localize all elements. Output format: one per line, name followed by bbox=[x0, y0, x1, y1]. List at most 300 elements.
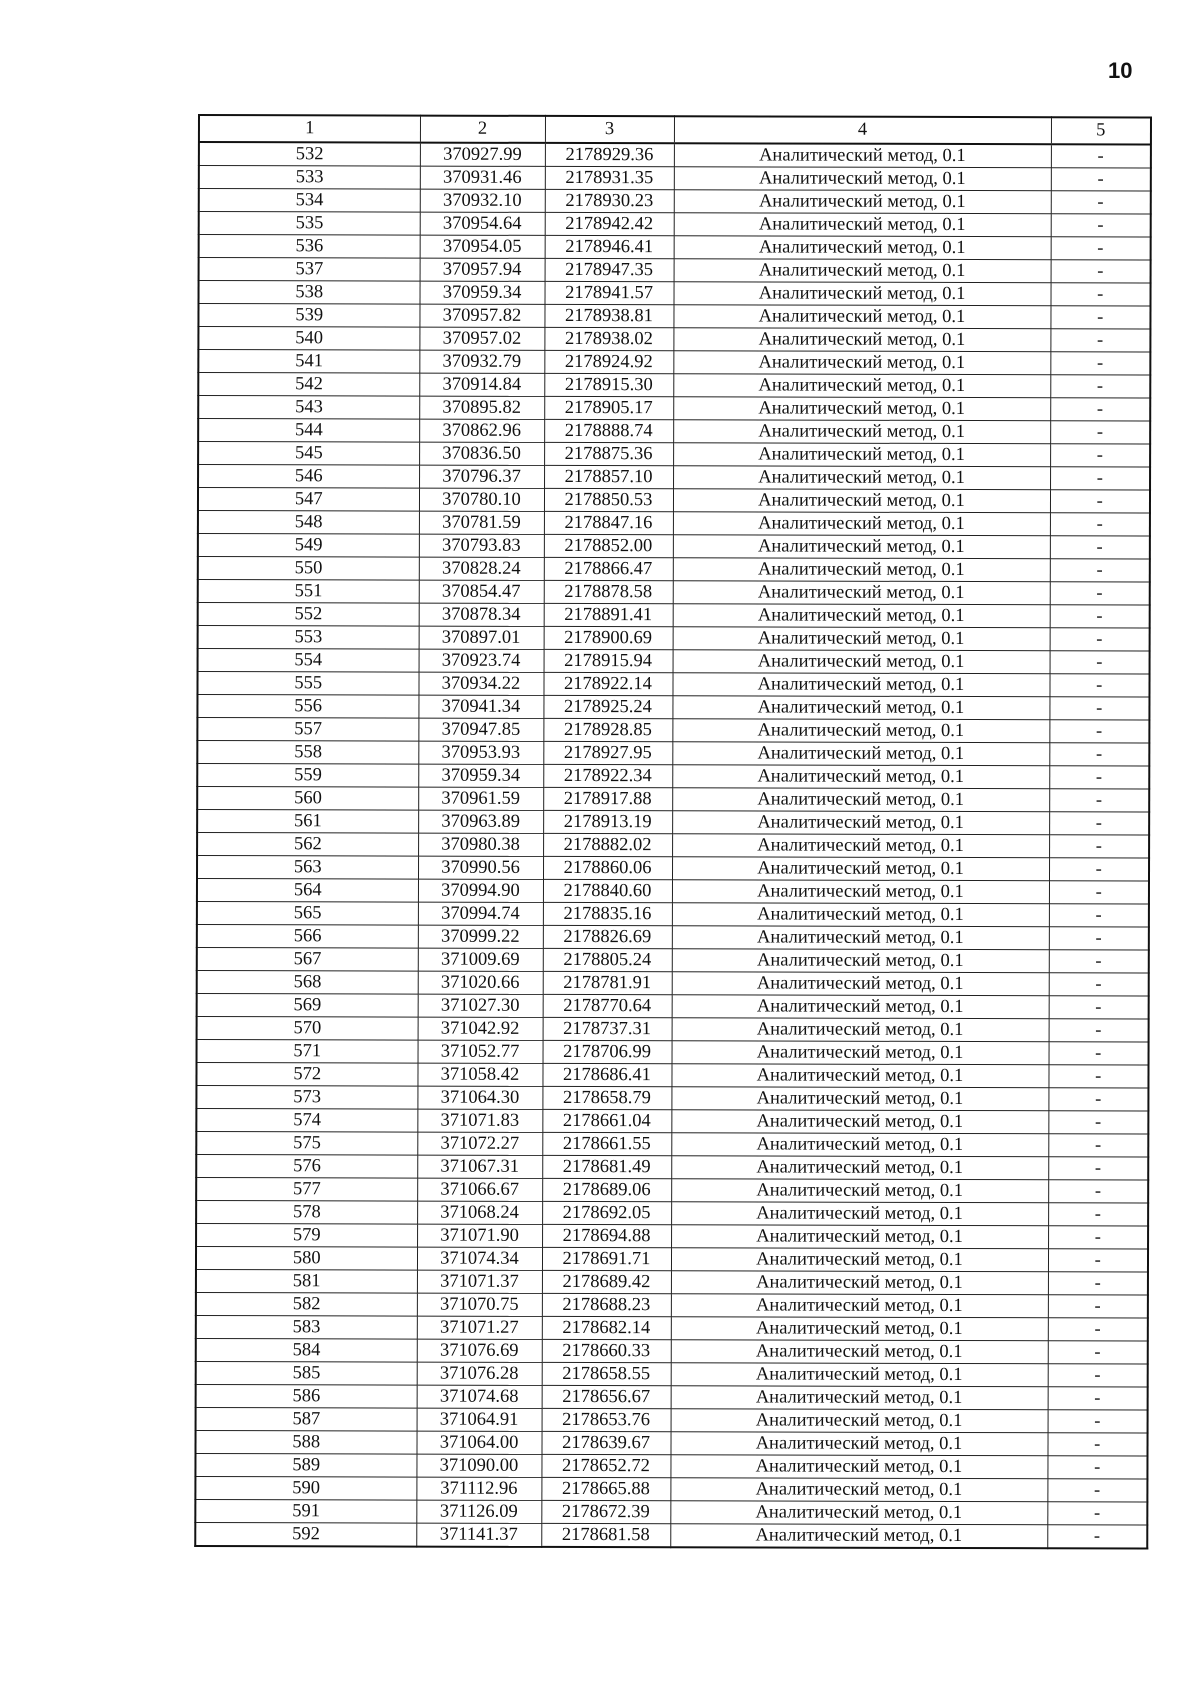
x-coordinate-cell: 371071.83 bbox=[417, 1109, 542, 1132]
method-cell: Аналитический метод, 0.1 bbox=[673, 581, 1050, 605]
method-cell: Аналитический метод, 0.1 bbox=[674, 143, 1051, 167]
y-coordinate-cell: 2178660.33 bbox=[542, 1339, 671, 1362]
note-cell: - bbox=[1048, 1295, 1148, 1318]
point-number-cell: 545 bbox=[198, 442, 419, 466]
point-number-cell: 575 bbox=[196, 1131, 417, 1155]
x-coordinate-cell: 370980.38 bbox=[418, 833, 543, 856]
note-cell: - bbox=[1050, 352, 1150, 375]
x-coordinate-cell: 370931.46 bbox=[420, 166, 545, 189]
note-cell: - bbox=[1049, 1019, 1149, 1042]
table-row bbox=[195, 1430, 1147, 1455]
point-number-cell: 550 bbox=[198, 557, 419, 581]
point-number-cell: 560 bbox=[197, 787, 418, 811]
x-coordinate-cell: 371066.67 bbox=[417, 1178, 542, 1201]
note-cell: - bbox=[1050, 582, 1150, 605]
method-cell: Аналитический метод, 0.1 bbox=[671, 1110, 1048, 1134]
y-coordinate-cell: 2178915.94 bbox=[544, 649, 673, 672]
table-row bbox=[197, 718, 1149, 743]
y-coordinate-cell: 2178929.36 bbox=[545, 143, 674, 167]
y-coordinate-cell: 2178922.34 bbox=[543, 764, 672, 787]
method-cell: Аналитический метод, 0.1 bbox=[673, 535, 1050, 559]
table-row bbox=[197, 970, 1149, 995]
point-number-cell: 572 bbox=[196, 1062, 417, 1086]
note-cell: - bbox=[1051, 191, 1151, 214]
method-cell: Аналитический метод, 0.1 bbox=[672, 1041, 1049, 1065]
note-cell: - bbox=[1049, 950, 1149, 973]
x-coordinate-cell: 370961.59 bbox=[418, 787, 543, 810]
method-cell: Аналитический метод, 0.1 bbox=[671, 1271, 1048, 1295]
x-coordinate-cell: 371009.69 bbox=[418, 948, 543, 971]
note-cell: - bbox=[1049, 927, 1149, 950]
x-coordinate-cell: 370959.34 bbox=[418, 764, 543, 787]
note-cell: - bbox=[1047, 1456, 1147, 1479]
y-coordinate-cell: 2178946.41 bbox=[545, 235, 674, 258]
table-row bbox=[197, 947, 1149, 972]
y-coordinate-cell: 2178658.79 bbox=[542, 1086, 671, 1109]
table-row bbox=[197, 695, 1149, 720]
y-coordinate-cell: 2178931.35 bbox=[545, 166, 674, 189]
point-number-cell: 573 bbox=[196, 1085, 417, 1109]
method-cell: Аналитический метод, 0.1 bbox=[672, 903, 1049, 927]
point-number-cell: 577 bbox=[196, 1177, 417, 1201]
point-number-cell: 591 bbox=[195, 1499, 416, 1523]
x-coordinate-cell: 370914.84 bbox=[419, 373, 544, 396]
table-row bbox=[197, 924, 1149, 949]
method-cell: Аналитический метод, 0.1 bbox=[673, 489, 1050, 513]
note-cell: - bbox=[1050, 375, 1150, 398]
point-number-cell: 589 bbox=[195, 1453, 416, 1477]
method-cell: Аналитический метод, 0.1 bbox=[673, 558, 1050, 582]
table-row bbox=[198, 603, 1150, 628]
x-coordinate-cell: 370927.99 bbox=[420, 143, 545, 167]
x-coordinate-cell: 371052.77 bbox=[418, 1040, 543, 1063]
method-cell: Аналитический метод, 0.1 bbox=[673, 604, 1050, 628]
note-cell: - bbox=[1049, 996, 1149, 1019]
point-number-cell: 557 bbox=[197, 718, 418, 742]
table-row bbox=[196, 1085, 1148, 1110]
x-coordinate-cell: 371076.28 bbox=[417, 1362, 542, 1385]
x-coordinate-cell: 370994.90 bbox=[418, 879, 543, 902]
table-row bbox=[198, 465, 1150, 490]
x-coordinate-cell: 371071.90 bbox=[417, 1224, 542, 1247]
table-row bbox=[195, 1499, 1147, 1524]
note-cell: - bbox=[1048, 1387, 1148, 1410]
note-cell: - bbox=[1049, 789, 1149, 812]
x-coordinate-cell: 371027.30 bbox=[418, 994, 543, 1017]
y-coordinate-cell: 2178706.99 bbox=[543, 1040, 672, 1063]
method-cell: Аналитический метод, 0.1 bbox=[672, 972, 1049, 996]
point-number-cell: 541 bbox=[198, 350, 419, 374]
table-row bbox=[196, 1154, 1148, 1179]
method-cell: Аналитический метод, 0.1 bbox=[671, 1340, 1048, 1364]
note-cell: - bbox=[1048, 1134, 1148, 1157]
point-number-cell: 566 bbox=[197, 924, 418, 948]
x-coordinate-cell: 370953.93 bbox=[418, 741, 543, 764]
point-number-cell: 547 bbox=[198, 488, 419, 512]
y-coordinate-cell: 2178672.39 bbox=[541, 1500, 670, 1523]
x-coordinate-cell: 371141.37 bbox=[416, 1523, 541, 1547]
column-header-3: 3 bbox=[545, 116, 674, 143]
x-coordinate-cell: 370897.01 bbox=[419, 626, 544, 649]
method-cell: Аналитический метод, 0.1 bbox=[673, 650, 1050, 674]
y-coordinate-cell: 2178681.49 bbox=[542, 1155, 671, 1178]
x-coordinate-cell: 371064.91 bbox=[417, 1408, 542, 1431]
note-cell: - bbox=[1050, 490, 1150, 513]
point-number-cell: 567 bbox=[197, 947, 418, 971]
note-cell: - bbox=[1047, 1525, 1147, 1549]
method-cell: Аналитический метод, 0.1 bbox=[672, 811, 1049, 835]
point-number-cell: 543 bbox=[198, 396, 419, 420]
table-row bbox=[197, 1016, 1149, 1041]
y-coordinate-cell: 2178925.24 bbox=[543, 695, 672, 718]
method-cell: Аналитический метод, 0.1 bbox=[673, 397, 1050, 421]
y-coordinate-cell: 2178866.47 bbox=[544, 557, 673, 580]
table-row bbox=[198, 442, 1150, 467]
x-coordinate-cell: 370954.05 bbox=[420, 235, 545, 258]
note-cell: - bbox=[1048, 1180, 1148, 1203]
y-coordinate-cell: 2178942.42 bbox=[545, 212, 674, 235]
note-cell: - bbox=[1049, 697, 1149, 720]
x-coordinate-cell: 370932.10 bbox=[420, 189, 545, 212]
method-cell: Аналитический метод, 0.1 bbox=[673, 374, 1050, 398]
point-number-cell: 564 bbox=[197, 879, 418, 903]
table-row bbox=[198, 396, 1150, 421]
method-cell: Аналитический метод, 0.1 bbox=[671, 1156, 1048, 1180]
method-cell: Аналитический метод, 0.1 bbox=[673, 351, 1050, 375]
method-cell: Аналитический метод, 0.1 bbox=[673, 512, 1050, 536]
table-row bbox=[196, 1315, 1148, 1340]
y-coordinate-cell: 2178692.05 bbox=[542, 1201, 671, 1224]
method-cell: Аналитический метод, 0.1 bbox=[671, 1064, 1048, 1088]
method-cell: Аналитический метод, 0.1 bbox=[671, 1202, 1048, 1226]
point-number-cell: 549 bbox=[198, 534, 419, 558]
note-cell: - bbox=[1047, 1433, 1147, 1456]
y-coordinate-cell: 2178840.60 bbox=[543, 879, 672, 902]
note-cell: - bbox=[1048, 1111, 1148, 1134]
point-number-cell: 584 bbox=[196, 1338, 417, 1362]
point-number-cell: 578 bbox=[196, 1200, 417, 1224]
note-cell: - bbox=[1049, 743, 1149, 766]
table-row bbox=[196, 1384, 1148, 1409]
note-cell: - bbox=[1047, 1479, 1147, 1502]
note-cell: - bbox=[1049, 674, 1149, 697]
method-cell: Аналитический метод, 0.1 bbox=[673, 420, 1050, 444]
note-cell: - bbox=[1048, 1157, 1148, 1180]
table-row bbox=[197, 993, 1149, 1018]
point-number-cell: 536 bbox=[199, 235, 420, 259]
method-cell: Аналитический метод, 0.1 bbox=[674, 259, 1051, 283]
y-coordinate-cell: 2178930.23 bbox=[545, 189, 674, 212]
y-coordinate-cell: 2178805.24 bbox=[543, 948, 672, 971]
point-number-cell: 562 bbox=[197, 833, 418, 857]
table-body bbox=[195, 142, 1151, 1548]
table-row bbox=[198, 373, 1150, 398]
point-number-cell: 551 bbox=[198, 580, 419, 604]
x-coordinate-cell: 370957.94 bbox=[420, 258, 545, 281]
y-coordinate-cell: 2178781.91 bbox=[543, 971, 672, 994]
x-coordinate-cell: 371071.27 bbox=[417, 1316, 542, 1339]
method-cell: Аналитический метод, 0.1 bbox=[672, 742, 1049, 766]
method-cell: Аналитический метод, 0.1 bbox=[672, 880, 1049, 904]
x-coordinate-cell: 370999.22 bbox=[418, 925, 543, 948]
point-number-cell: 585 bbox=[196, 1361, 417, 1385]
point-number-cell: 535 bbox=[199, 212, 420, 236]
table-row bbox=[197, 833, 1149, 858]
note-cell: - bbox=[1050, 513, 1150, 536]
point-number-cell: 586 bbox=[196, 1384, 417, 1408]
table-row bbox=[199, 258, 1151, 283]
column-header-4: 4 bbox=[674, 116, 1051, 144]
x-coordinate-cell: 370878.34 bbox=[419, 603, 544, 626]
note-cell: - bbox=[1051, 237, 1151, 260]
note-cell: - bbox=[1048, 1203, 1148, 1226]
table-row bbox=[197, 879, 1149, 904]
column-header-2: 2 bbox=[420, 116, 545, 143]
table-row bbox=[198, 649, 1150, 674]
note-cell: - bbox=[1050, 398, 1150, 421]
y-coordinate-cell: 2178661.04 bbox=[542, 1109, 671, 1132]
table-row bbox=[198, 557, 1150, 582]
y-coordinate-cell: 2178682.14 bbox=[542, 1316, 671, 1339]
coordinates-table bbox=[194, 114, 1152, 1549]
method-cell: Аналитический метод, 0.1 bbox=[672, 673, 1049, 697]
y-coordinate-cell: 2178689.42 bbox=[542, 1270, 671, 1293]
method-cell: Аналитический метод, 0.1 bbox=[671, 1225, 1048, 1249]
note-cell: - bbox=[1049, 835, 1149, 858]
point-number-cell: 558 bbox=[197, 741, 418, 765]
y-coordinate-cell: 2178922.14 bbox=[543, 672, 672, 695]
point-number-cell: 542 bbox=[198, 373, 419, 397]
method-cell: Аналитический метод, 0.1 bbox=[672, 834, 1049, 858]
point-number-cell: 581 bbox=[196, 1269, 417, 1293]
x-coordinate-cell: 371112.96 bbox=[416, 1477, 541, 1500]
x-coordinate-cell: 370836.50 bbox=[419, 442, 544, 465]
y-coordinate-cell: 2178665.88 bbox=[541, 1477, 670, 1500]
x-coordinate-cell: 370923.74 bbox=[419, 649, 544, 672]
method-cell: Аналитический метод, 0.1 bbox=[673, 305, 1050, 329]
table-row bbox=[198, 327, 1150, 352]
y-coordinate-cell: 2178947.35 bbox=[545, 258, 674, 281]
note-cell: - bbox=[1051, 144, 1151, 168]
point-number-cell: 592 bbox=[195, 1522, 416, 1546]
table-row bbox=[197, 856, 1149, 881]
point-number-cell: 580 bbox=[196, 1246, 417, 1270]
note-cell: - bbox=[1050, 444, 1150, 467]
x-coordinate-cell: 370828.24 bbox=[419, 557, 544, 580]
method-cell: Аналитический метод, 0.1 bbox=[672, 857, 1049, 881]
table-row bbox=[199, 189, 1151, 214]
table-row bbox=[197, 741, 1149, 766]
point-number-cell: 544 bbox=[198, 419, 419, 443]
method-cell: Аналитический метод, 0.1 bbox=[672, 995, 1049, 1019]
x-coordinate-cell: 370957.02 bbox=[419, 327, 544, 350]
x-coordinate-cell: 371064.30 bbox=[417, 1086, 542, 1109]
method-cell: Аналитический метод, 0.1 bbox=[671, 1409, 1048, 1433]
note-cell: - bbox=[1047, 1502, 1147, 1525]
table-row bbox=[196, 1246, 1148, 1271]
method-cell: Аналитический метод, 0.1 bbox=[674, 167, 1051, 191]
method-cell: Аналитический метод, 0.1 bbox=[672, 949, 1049, 973]
method-cell: Аналитический метод, 0.1 bbox=[671, 1179, 1048, 1203]
table-row bbox=[197, 1039, 1149, 1064]
method-cell: Аналитический метод, 0.1 bbox=[673, 466, 1050, 490]
point-number-cell: 583 bbox=[196, 1315, 417, 1339]
y-coordinate-cell: 2178905.17 bbox=[544, 396, 673, 419]
y-coordinate-cell: 2178900.69 bbox=[544, 626, 673, 649]
method-cell: Аналитический метод, 0.1 bbox=[674, 282, 1051, 306]
note-cell: - bbox=[1048, 1088, 1148, 1111]
y-coordinate-cell: 2178691.71 bbox=[542, 1247, 671, 1270]
table-row bbox=[199, 281, 1151, 306]
point-number-cell: 532 bbox=[199, 142, 420, 166]
x-coordinate-cell: 371042.92 bbox=[418, 1017, 543, 1040]
point-number-cell: 539 bbox=[198, 304, 419, 328]
point-number-cell: 588 bbox=[195, 1430, 416, 1454]
x-coordinate-cell: 371070.75 bbox=[417, 1293, 542, 1316]
point-number-cell: 590 bbox=[195, 1476, 416, 1500]
point-number-cell: 569 bbox=[197, 993, 418, 1017]
note-cell: - bbox=[1048, 1318, 1148, 1341]
note-cell: - bbox=[1050, 421, 1150, 444]
method-cell: Аналитический метод, 0.1 bbox=[673, 627, 1050, 651]
y-coordinate-cell: 2178917.88 bbox=[543, 787, 672, 810]
table-row bbox=[197, 764, 1149, 789]
y-coordinate-cell: 2178681.58 bbox=[541, 1523, 670, 1547]
column-header-5: 5 bbox=[1051, 117, 1151, 144]
note-cell: - bbox=[1050, 559, 1150, 582]
note-cell: - bbox=[1049, 766, 1149, 789]
table-row bbox=[196, 1223, 1148, 1248]
x-coordinate-cell: 371067.31 bbox=[417, 1155, 542, 1178]
method-cell: Аналитический метод, 0.1 bbox=[672, 926, 1049, 950]
point-number-cell: 570 bbox=[197, 1016, 418, 1040]
point-number-cell: 568 bbox=[197, 970, 418, 994]
table-row bbox=[196, 1361, 1148, 1386]
table-row bbox=[196, 1062, 1148, 1087]
y-coordinate-cell: 2178835.16 bbox=[543, 902, 672, 925]
method-cell: Аналитический метод, 0.1 bbox=[671, 1386, 1048, 1410]
x-coordinate-cell: 370941.34 bbox=[418, 695, 543, 718]
note-cell: - bbox=[1050, 329, 1150, 352]
x-coordinate-cell: 370959.34 bbox=[420, 281, 545, 304]
note-cell: - bbox=[1049, 720, 1149, 743]
x-coordinate-cell: 370932.79 bbox=[419, 350, 544, 373]
x-coordinate-cell: 370990.56 bbox=[418, 856, 543, 879]
y-coordinate-cell: 2178653.76 bbox=[542, 1408, 671, 1431]
point-number-cell: 563 bbox=[197, 856, 418, 880]
point-number-cell: 552 bbox=[198, 603, 419, 627]
table-row bbox=[198, 626, 1150, 651]
table-row bbox=[199, 235, 1151, 260]
x-coordinate-cell: 371090.00 bbox=[416, 1454, 541, 1477]
table-row bbox=[198, 350, 1150, 375]
method-cell: Аналитический метод, 0.1 bbox=[673, 443, 1050, 467]
point-number-cell: 548 bbox=[198, 511, 419, 535]
point-number-cell: 576 bbox=[196, 1154, 417, 1178]
note-cell: - bbox=[1049, 812, 1149, 835]
x-coordinate-cell: 370895.82 bbox=[419, 396, 544, 419]
method-cell: Аналитический метод, 0.1 bbox=[671, 1087, 1048, 1111]
y-coordinate-cell: 2178658.55 bbox=[542, 1362, 671, 1385]
x-coordinate-cell: 371126.09 bbox=[416, 1500, 541, 1523]
note-cell: - bbox=[1051, 260, 1151, 283]
note-cell: - bbox=[1049, 973, 1149, 996]
x-coordinate-cell: 371072.27 bbox=[417, 1132, 542, 1155]
point-number-cell: 582 bbox=[196, 1292, 417, 1316]
method-cell: Аналитический метод, 0.1 bbox=[674, 190, 1051, 214]
table-row bbox=[198, 511, 1150, 536]
point-number-cell: 553 bbox=[198, 626, 419, 650]
y-coordinate-cell: 2178852.00 bbox=[544, 534, 673, 557]
x-coordinate-cell: 370994.74 bbox=[418, 902, 543, 925]
method-cell: Аналитический метод, 0.1 bbox=[672, 788, 1049, 812]
x-coordinate-cell: 371074.34 bbox=[417, 1247, 542, 1270]
x-coordinate-cell: 370934.22 bbox=[418, 672, 543, 695]
note-cell: - bbox=[1050, 467, 1150, 490]
point-number-cell: 561 bbox=[197, 810, 418, 834]
y-coordinate-cell: 2178875.36 bbox=[544, 442, 673, 465]
x-coordinate-cell: 371020.66 bbox=[418, 971, 543, 994]
note-cell: - bbox=[1049, 881, 1149, 904]
method-cell: Аналитический метод, 0.1 bbox=[671, 1294, 1048, 1318]
x-coordinate-cell: 371064.00 bbox=[416, 1431, 541, 1454]
table-row bbox=[196, 1338, 1148, 1363]
y-coordinate-cell: 2178688.23 bbox=[542, 1293, 671, 1316]
y-coordinate-cell: 2178915.30 bbox=[544, 373, 673, 396]
note-cell: - bbox=[1048, 1410, 1148, 1433]
table-row bbox=[198, 488, 1150, 513]
table-row bbox=[196, 1177, 1148, 1202]
table-row bbox=[197, 672, 1149, 697]
point-number-cell: 540 bbox=[198, 327, 419, 351]
y-coordinate-cell: 2178694.88 bbox=[542, 1224, 671, 1247]
method-cell: Аналитический метод, 0.1 bbox=[670, 1432, 1047, 1456]
method-cell: Аналитический метод, 0.1 bbox=[674, 213, 1051, 237]
y-coordinate-cell: 2178847.16 bbox=[544, 511, 673, 534]
y-coordinate-cell: 2178652.72 bbox=[541, 1454, 670, 1477]
point-number-cell: 533 bbox=[199, 166, 420, 190]
method-cell: Аналитический метод, 0.1 bbox=[671, 1133, 1048, 1157]
table-row bbox=[196, 1200, 1148, 1225]
point-number-cell: 579 bbox=[196, 1223, 417, 1247]
table-row bbox=[199, 212, 1151, 237]
y-coordinate-cell: 2178826.69 bbox=[543, 925, 672, 948]
y-coordinate-cell: 2178924.92 bbox=[544, 350, 673, 373]
table-row bbox=[196, 1131, 1148, 1156]
table-row bbox=[198, 580, 1150, 605]
point-number-cell: 534 bbox=[199, 189, 420, 213]
method-cell: Аналитический метод, 0.1 bbox=[670, 1478, 1047, 1502]
x-coordinate-cell: 371058.42 bbox=[417, 1063, 542, 1086]
point-number-cell: 571 bbox=[197, 1039, 418, 1063]
point-number-cell: 537 bbox=[199, 258, 420, 282]
note-cell: - bbox=[1048, 1341, 1148, 1364]
x-coordinate-cell: 371074.68 bbox=[417, 1385, 542, 1408]
x-coordinate-cell: 371068.24 bbox=[417, 1201, 542, 1224]
method-cell: Аналитический метод, 0.1 bbox=[672, 1018, 1049, 1042]
table-row bbox=[197, 901, 1149, 926]
x-coordinate-cell: 370793.83 bbox=[419, 534, 544, 557]
point-number-cell: 587 bbox=[196, 1407, 417, 1431]
y-coordinate-cell: 2178689.06 bbox=[542, 1178, 671, 1201]
method-cell: Аналитический метод, 0.1 bbox=[670, 1455, 1047, 1479]
table-row bbox=[195, 1453, 1147, 1478]
x-coordinate-cell: 370954.64 bbox=[420, 212, 545, 235]
note-cell: - bbox=[1049, 1042, 1149, 1065]
x-coordinate-cell: 370796.37 bbox=[419, 465, 544, 488]
note-cell: - bbox=[1050, 536, 1150, 559]
point-number-cell: 554 bbox=[198, 649, 419, 673]
